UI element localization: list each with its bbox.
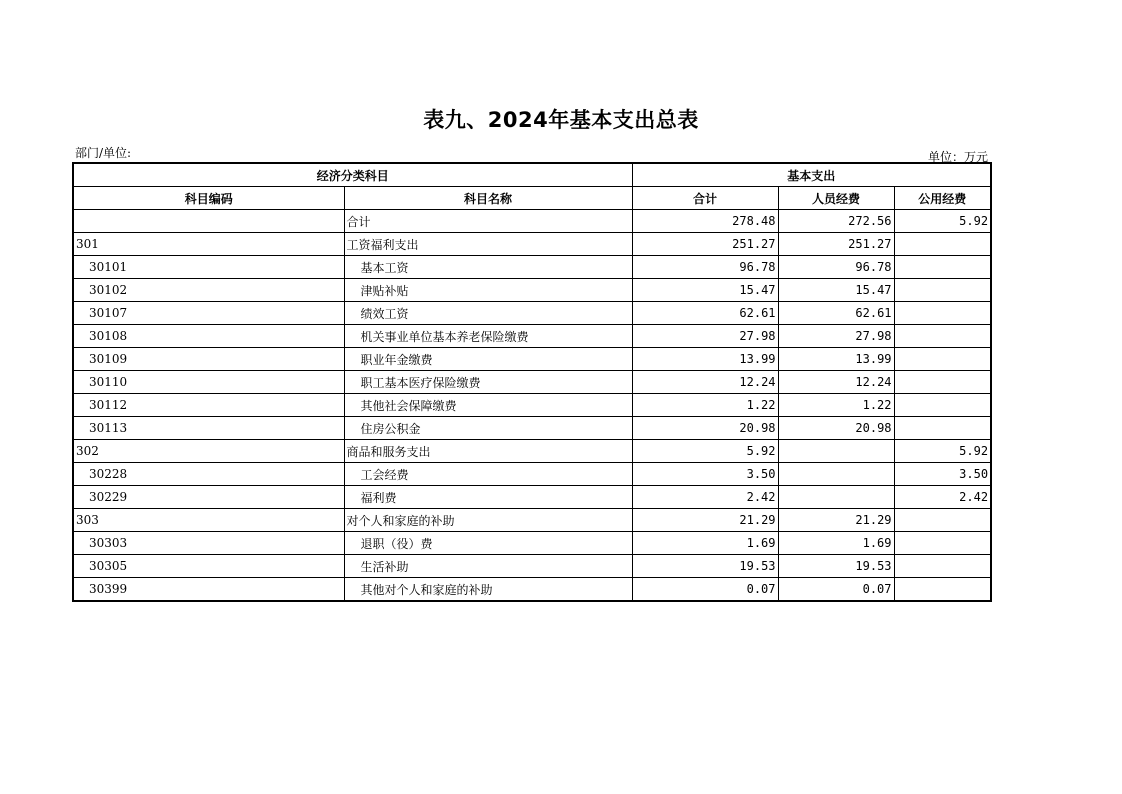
table-row xyxy=(73,578,991,602)
unit-label: 单位：万元 xyxy=(927,150,988,164)
table-row xyxy=(73,325,991,348)
header-public-expense: 公用经费 xyxy=(894,187,991,210)
cell-subject-code: 30109 xyxy=(73,348,344,371)
table-row xyxy=(73,371,991,394)
table-row xyxy=(73,486,991,509)
cell-total: 13.99 xyxy=(632,348,778,371)
cell-public-expense xyxy=(894,348,991,371)
table-row xyxy=(73,279,991,302)
cell-subject-name: 对个人和家庭的补助 xyxy=(344,509,632,532)
cell-total: 1.69 xyxy=(632,532,778,555)
basic-expenditure-table xyxy=(72,162,992,602)
table-row xyxy=(73,256,991,279)
cell-subject-code: 303 xyxy=(73,509,344,532)
cell-subject-code: 30229 xyxy=(73,486,344,509)
cell-public-expense: 5.92 xyxy=(894,440,991,463)
cell-public-expense: 3.50 xyxy=(894,463,991,486)
cell-public-expense xyxy=(894,555,991,578)
cell-personnel-expense xyxy=(778,486,894,509)
cell-total: 251.27 xyxy=(632,233,778,256)
header-basic-expenditure: 基本支出 xyxy=(632,163,991,187)
cell-subject-name: 绩效工资 xyxy=(344,302,632,325)
table-row xyxy=(73,463,991,486)
cell-subject-code: 30110 xyxy=(73,371,344,394)
cell-total: 15.47 xyxy=(632,279,778,302)
cell-public-expense xyxy=(894,509,991,532)
cell-total: 1.22 xyxy=(632,394,778,417)
cell-personnel-expense: 96.78 xyxy=(778,256,894,279)
cell-personnel-expense xyxy=(778,440,894,463)
cell-subject-name: 职业年金缴费 xyxy=(344,348,632,371)
cell-subject-name: 基本工资 xyxy=(344,256,632,279)
cell-total: 3.50 xyxy=(632,463,778,486)
cell-subject-name: 机关事业单位基本养老保险缴费 xyxy=(344,325,632,348)
cell-public-expense xyxy=(894,578,991,602)
cell-subject-name: 津贴补贴 xyxy=(344,279,632,302)
cell-subject-name: 合计 xyxy=(344,210,632,233)
header-economic-classification: 经济分类科目 xyxy=(73,163,632,187)
cell-total: 278.48 xyxy=(632,210,778,233)
table-row xyxy=(73,440,991,463)
cell-total: 19.53 xyxy=(632,555,778,578)
cell-total: 62.61 xyxy=(632,302,778,325)
cell-subject-code: 30305 xyxy=(73,555,344,578)
header-total: 合计 xyxy=(632,187,778,210)
cell-subject-code: 30101 xyxy=(73,256,344,279)
cell-subject-name: 商品和服务支出 xyxy=(344,440,632,463)
cell-public-expense xyxy=(894,532,991,555)
table-row xyxy=(73,394,991,417)
cell-subject-name: 福利费 xyxy=(344,486,632,509)
table-row xyxy=(73,509,991,532)
cell-personnel-expense: 1.69 xyxy=(778,532,894,555)
cell-public-expense xyxy=(894,302,991,325)
cell-subject-name: 其他社会保障缴费 xyxy=(344,394,632,417)
cell-total: 27.98 xyxy=(632,325,778,348)
cell-personnel-expense: 1.22 xyxy=(778,394,894,417)
cell-total: 2.42 xyxy=(632,486,778,509)
table-row xyxy=(73,233,991,256)
cell-personnel-expense: 21.29 xyxy=(778,509,894,532)
cell-public-expense xyxy=(894,256,991,279)
cell-subject-code xyxy=(73,210,344,233)
cell-subject-code: 30102 xyxy=(73,279,344,302)
table-row xyxy=(73,417,991,440)
cell-personnel-expense: 13.99 xyxy=(778,348,894,371)
cell-subject-name: 职工基本医疗保险缴费 xyxy=(344,371,632,394)
cell-public-expense: 5.92 xyxy=(894,210,991,233)
cell-personnel-expense: 272.56 xyxy=(778,210,894,233)
cell-personnel-expense: 19.53 xyxy=(778,555,894,578)
cell-personnel-expense: 12.24 xyxy=(778,371,894,394)
header-personnel-expense: 人员经费 xyxy=(778,187,894,210)
cell-public-expense xyxy=(894,417,991,440)
cell-subject-code: 30303 xyxy=(73,532,344,555)
cell-subject-name: 工会经费 xyxy=(344,463,632,486)
cell-personnel-expense: 62.61 xyxy=(778,302,894,325)
cell-subject-code: 30228 xyxy=(73,463,344,486)
cell-total: 20.98 xyxy=(632,417,778,440)
cell-total: 0.07 xyxy=(632,578,778,602)
table-row xyxy=(73,532,991,555)
cell-total: 12.24 xyxy=(632,371,778,394)
cell-public-expense xyxy=(894,233,991,256)
cell-personnel-expense: 0.07 xyxy=(778,578,894,602)
cell-public-expense xyxy=(894,279,991,302)
cell-public-expense xyxy=(894,371,991,394)
cell-subject-name: 生活补助 xyxy=(344,555,632,578)
cell-total: 5.92 xyxy=(632,440,778,463)
cell-total: 21.29 xyxy=(632,509,778,532)
cell-personnel-expense: 27.98 xyxy=(778,325,894,348)
header-subject-name: 科目名称 xyxy=(344,187,632,210)
table-row xyxy=(73,348,991,371)
cell-personnel-expense xyxy=(778,463,894,486)
cell-subject-code: 301 xyxy=(73,233,344,256)
cell-total: 96.78 xyxy=(632,256,778,279)
cell-subject-name: 退职（役）费 xyxy=(344,532,632,555)
cell-subject-name: 其他对个人和家庭的补助 xyxy=(344,578,632,602)
cell-subject-code: 30399 xyxy=(73,578,344,602)
cell-subject-code: 302 xyxy=(73,440,344,463)
cell-public-expense: 2.42 xyxy=(894,486,991,509)
cell-public-expense xyxy=(894,394,991,417)
table-body xyxy=(73,210,991,602)
department-label: 部门/单位: xyxy=(75,146,132,160)
cell-subject-code: 30108 xyxy=(73,325,344,348)
cell-subject-code: 30107 xyxy=(73,302,344,325)
table-row xyxy=(73,302,991,325)
cell-subject-name: 住房公积金 xyxy=(344,417,632,440)
cell-personnel-expense: 251.27 xyxy=(778,233,894,256)
table-row xyxy=(73,210,991,233)
cell-public-expense xyxy=(894,325,991,348)
cell-personnel-expense: 20.98 xyxy=(778,417,894,440)
cell-subject-code: 30112 xyxy=(73,394,344,417)
cell-subject-name: 工资福利支出 xyxy=(344,233,632,256)
table-row xyxy=(73,555,991,578)
page-title: 表九、2024年基本支出总表 xyxy=(423,108,699,132)
cell-personnel-expense: 15.47 xyxy=(778,279,894,302)
cell-subject-code: 30113 xyxy=(73,417,344,440)
header-subject-code: 科目编码 xyxy=(73,187,344,210)
